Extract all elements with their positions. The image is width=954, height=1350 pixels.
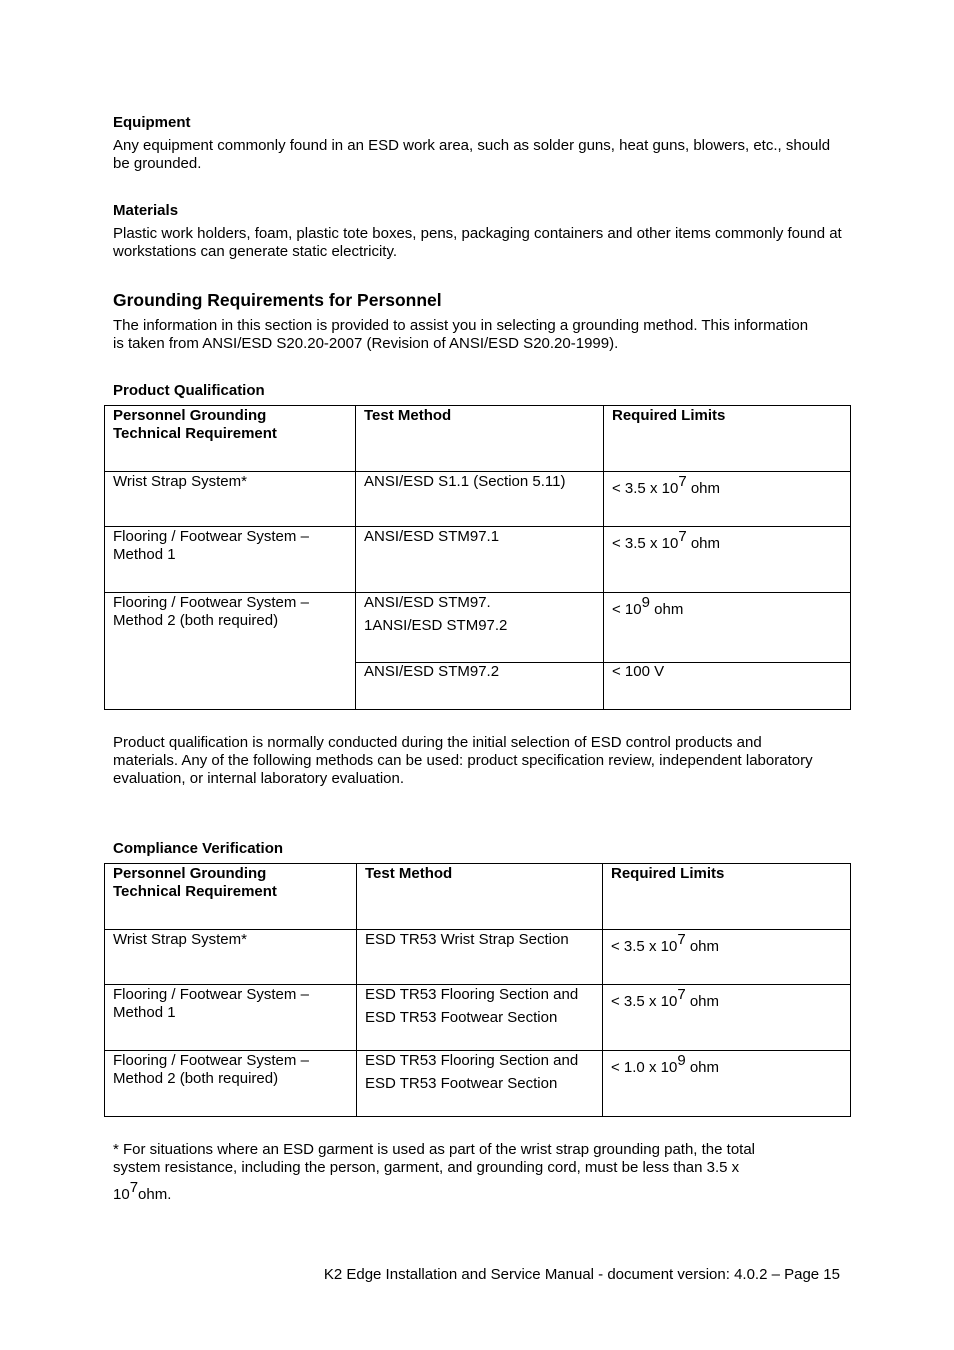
cell-requirement: Wrist Strap System* [105,472,356,527]
cell-test-method: ESD TR53 Flooring Section and ESD TR53 Footwear Section [357,985,603,1051]
table-row [105,527,851,593]
cell-requirement: Flooring / Footwear System – Method 2 (both required) [105,1051,357,1117]
qualification-heading: Product Qualification [113,382,265,399]
cell-test-method: ANSI/ESD STM97. 1ANSI/ESD STM97.2 [356,593,604,663]
header-test-method: Test Method [356,406,604,472]
section-heading: Grounding Requirements for Personnel [113,290,442,310]
equipment-text: Any equipment commonly found in an ESD work area, such as solder guns, heat guns, blowers, etc., should be grounded. [113,137,831,172]
table-row [105,985,851,1051]
materials-heading: Materials [113,202,179,219]
cell-required-limit: < 1.0 x $10^9$ ohm [603,1051,851,1117]
cell-requirement: Wrist Strap System* [105,930,357,985]
table-header-row [105,864,851,930]
materials-text: Plastic work holders, foam, plastic tote boxes, pens, packaging containers and other items commonly found at workstations can generate static electricity. [113,225,842,260]
cell-required-limit: < $10^9$ ohm [604,593,851,663]
equipment-heading: Equipment [113,114,191,131]
cell-required-limit: < 3.5 x $10^7$ ohm [604,527,851,593]
header-required-limits: Required Limits [604,406,851,472]
header-requirement: Personnel Grounding Technical Requirement [105,406,356,472]
cell-test-method: ANSI/ESD STM97.1 [356,527,604,593]
header-required-limits: Required Limits [603,864,851,930]
table-row [105,472,851,527]
table-header-row [105,406,851,472]
cell-required-limit: < 100 V [604,663,851,710]
header-test-method: Test Method [357,864,603,930]
qualification-note: Product qualification is normally conducted during the initial selection of ESD control products and materials. Any of the following methods can be used: product specification review, independent laboratory evaluation, or internal laboratory evaluation. [113,734,813,787]
header-requirement: Personnel Grounding Technical Requirement [105,864,357,930]
cell-requirement: Flooring / Footwear System – Method 1 [105,985,357,1051]
compliance-table [104,863,851,1117]
section-intro: The information in this section is provided to assist you in selecting a grounding method. This information is taken from ANSI/ESD S20.20-2007 (Revision of ANSI/ESD S20.20-1999). [113,317,809,352]
cell-requirement: Flooring / Footwear System – Method 2 (both required) [105,593,356,710]
table-row [105,1051,851,1117]
cell-test-method: ANSI/ESD STM97.2 [356,663,604,710]
cell-required-limit: < 3.5 x $10^7$ ohm [603,930,851,985]
cell-requirement: Flooring / Footwear System – Method 1 [105,527,356,593]
cell-test-method: ESD TR53 Flooring Section and ESD TR53 Footwear Section [357,1051,603,1117]
qualification-table [104,405,851,710]
table-row [105,930,851,985]
compliance-heading: Compliance Verification [113,840,284,857]
cell-test-method: ANSI/ESD S1.1 (Section 5.11) [356,472,604,527]
cell-required-limit: < 3.5 x $10^7$ ohm [604,472,851,527]
cell-test-method: ESD TR53 Wrist Strap Section [357,930,603,985]
table-row [105,593,851,663]
footnote: * For situations where an ESD garment is used as part of the wrist strap grounding path, the total system resistance, including the person, garment, and grounding cord, must be less than 3.5 x $10^7ohm$. [113,1141,756,1203]
page-footer: K2 Edge Installation and Service Manual - document version: 4.0.2 – Page 15 [323,1266,840,1283]
cell-required-limit: < 3.5 x $10^7$ ohm [603,985,851,1051]
